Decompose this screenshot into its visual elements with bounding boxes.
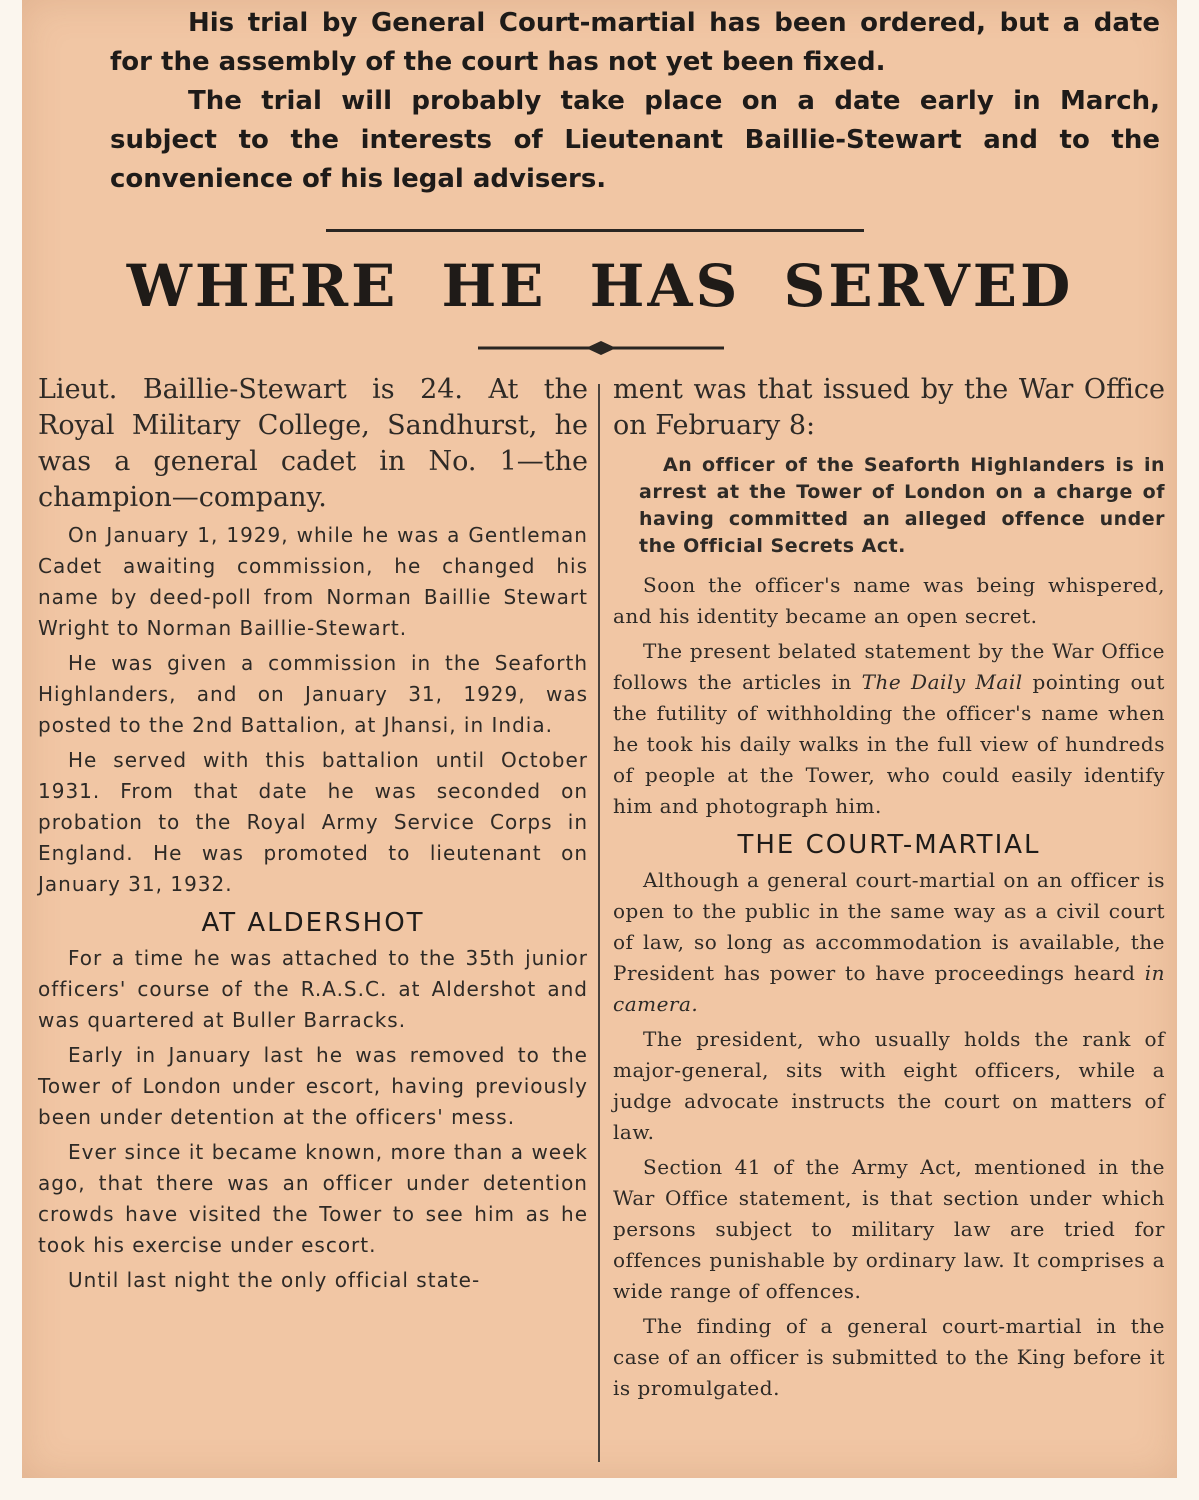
ornament-divider bbox=[478, 338, 724, 358]
subheading-court-martial: THE COURT-MARTIAL bbox=[737, 830, 1041, 860]
left-column bbox=[38, 372, 588, 1300]
text-run: pointing out the futility of withholding the officer's name when he took his daily walks in the full view of hundreds of people at the Tower, who could easily identify him and photograph him. bbox=[613, 670, 1165, 818]
headline: WHERE HE HAS SERVED bbox=[126, 252, 1074, 320]
paragraph: Early in January last he was removed to the Tower of London under escort, having previously been under detention at the officers' mess. bbox=[38, 1043, 588, 1129]
paragraph bbox=[613, 636, 1165, 822]
newspaper-name: The Daily Mail bbox=[861, 670, 1023, 694]
paragraph: The president, who usually holds the rank of major-general, sits with eight officers, while a judge advocate instructs the court on matters of law. bbox=[613, 1027, 1165, 1144]
italic-phrase: in camera. bbox=[613, 961, 1165, 1016]
paragraph: He served with this battalion until October 1931. From that date he was seconded on probation to the Royal Army Service Corps in England. He was promoted to lieutenant on January 31, 1932. bbox=[38, 748, 588, 896]
paragraph: Section 41 of the Army Act, mentioned in the War Office statement, is that section under which persons subject to military law are tried for offences punishable by ordinary law. It comprises a wide range of offences. bbox=[613, 1155, 1165, 1303]
paragraph: For a time he was attached to the 35th junior officers' course of the R.A.S.C. at Aldershot and was quartered at Buller Barracks. bbox=[38, 946, 588, 1032]
right-column bbox=[613, 372, 1165, 1408]
lead-paragraph: Lieut. Baillie-Stewart is 24. At the Royal Military College, Sandhurst, he was a general cadet in No. 1—the champion—company. bbox=[38, 374, 588, 513]
column-divider bbox=[598, 384, 600, 1462]
paragraph: Until last night the only official state- bbox=[68, 1268, 481, 1292]
paragraph bbox=[613, 865, 1165, 1020]
text-run: Although a general court-martial on an officer is open to the public in the same way as a civil court of law, so long as accommodation is available, the President has power to have proceedings heard bbox=[613, 868, 1165, 985]
paragraph: The finding of a general court-martial in the case of an officer is submitted to the King before it is promulgated. bbox=[613, 1314, 1165, 1400]
intro-paragraph-2: The trial will probably take place on a date early in March, subject to the interests of Lieutenant Baillie-Stewart and to the convenience of his legal advisers. bbox=[110, 86, 1160, 194]
intro-block bbox=[110, 4, 1160, 199]
continued-paragraph: ment was that issued by the War Office on February 8: bbox=[613, 374, 1165, 441]
subheading-aldershot: AT ALDERSHOT bbox=[201, 908, 425, 938]
paragraph: Soon the officer's name was being whispered, and his identity became an open secret. bbox=[613, 573, 1165, 628]
war-office-statement: An officer of the Seaforth Highlanders is in arrest at the Tower of London on a charge of having committed an alleged offence under the Official Secrets Act. bbox=[639, 454, 1165, 557]
paragraph: On January 1, 1929, while he was a Gentleman Cadet awaiting commission, he changed his name by deed-poll from Norman Baillie Stewart Wright to Norman Baillie-Stewart. bbox=[38, 523, 588, 640]
paragraph: Ever since it became known, more than a week ago, that there was an officer under detention crowds have visited the Tower to see him as he took his exercise under escort. bbox=[38, 1140, 588, 1257]
text-run: The present belated statement by the War Office follows the articles in bbox=[613, 639, 1165, 694]
paragraph: He was given a commission in the Seaforth Highlanders, and on January 31, 1929, was posted to the 2nd Battalion, at Jhansi, in India. bbox=[38, 651, 588, 737]
top-rule bbox=[326, 229, 864, 232]
intro-paragraph-1: His trial by General Court-martial has been ordered, but a date for the assembly of the court has not yet been fixed. bbox=[110, 8, 1160, 77]
